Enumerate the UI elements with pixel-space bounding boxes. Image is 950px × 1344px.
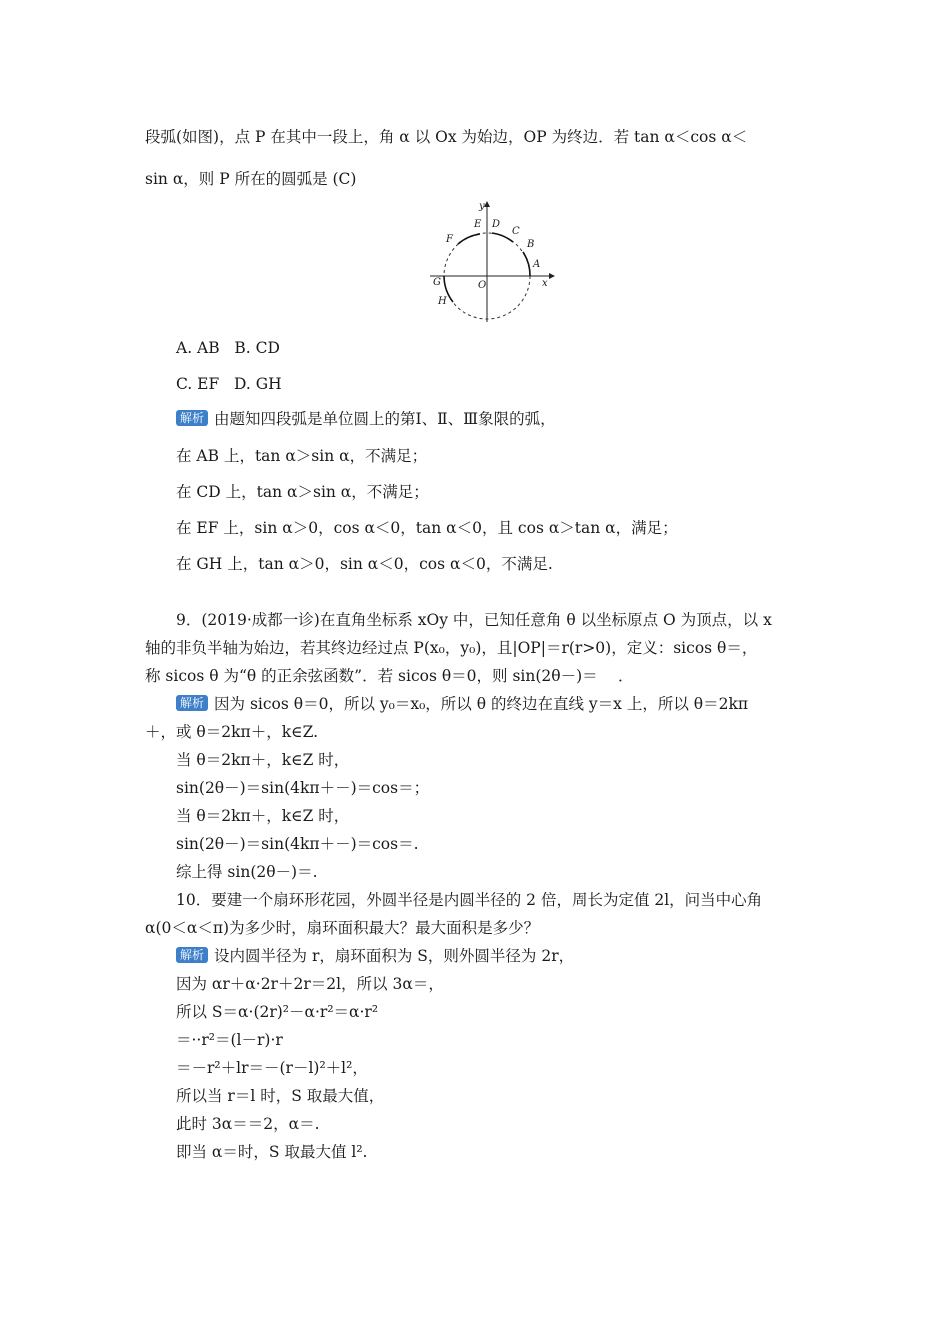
q10-solution-line-3: 所以 S＝α·(2r)²－α·r²＝α·r² <box>176 1003 379 1021</box>
q10-solution-line-5: ＝－r²＋lr＝－(r－l)²＋l²， <box>176 1059 368 1077</box>
q10-solution-line-1: 解析 设内圆半径为 r，扇环面积为 S，则外圆半径为 2r， <box>176 946 574 966</box>
q10-solution-line-6: 所以当 r＝l 时，S 取最大值， <box>176 1087 385 1105</box>
q8-solution-line-1: 解析 由题知四段弧是单位圆上的第Ⅰ、Ⅱ、Ⅲ象限的弧， <box>176 409 556 429</box>
q8-solution-line-5: 在 GH 上，tan α＞0，sin α＜0，cos α＜0，不满足. <box>176 555 553 573</box>
label-H: H <box>438 296 447 307</box>
label-E: E <box>474 219 482 230</box>
analysis-badge: 解析 <box>176 695 208 711</box>
label-D: D <box>492 219 501 230</box>
q9-solution-line-3: 当 θ＝2kπ＋，k∈Z 时， <box>176 751 350 769</box>
q8-line-2: sin α，则 P 所在的圆弧是 (C) <box>145 170 357 188</box>
q9-solution-line-2: ＋，或 θ＝2kπ＋，k∈Z. <box>145 723 318 741</box>
q8-solution-line-4: 在 EF 上，sin α＞0，cos α＜0，tan α＜0，且 cos α＞tan α，满足； <box>176 519 678 537</box>
q10-solution-line-2: 因为 αr＋α·2r＋2r＝2l，所以 3α＝， <box>176 975 444 993</box>
q9-solution-line-5: 当 θ＝2kπ＋，k∈Z 时， <box>176 807 350 825</box>
arc-EF <box>458 234 480 244</box>
q8-options-ab-cd: A. AB B. CD <box>176 339 280 357</box>
q10-solution-line-8: 即当 α＝时，S 取最大值 l². <box>176 1143 368 1161</box>
q9-line-3: 称 sicos θ 为“θ 的正余弦函数”．若 sicos θ＝0，则 sin(2θ－)＝ ． <box>145 667 634 685</box>
label-O: O <box>478 280 487 291</box>
q8-solution-line-2: 在 AB 上，tan α＞sin α，不满足； <box>176 447 428 465</box>
label-y: y <box>479 201 485 212</box>
label-G: G <box>433 277 441 288</box>
q9-solution-line-4: sin(2θ－)＝sin(4kπ＋－)＝cos＝； <box>176 779 430 797</box>
q9-line-2: 轴的非负半轴为始边，若其终边经过点 P(x₀，y₀)，且|OP|＝r(r>0)，定义：sicos θ＝， <box>145 639 758 657</box>
q8-options-ef-gh: C. EF D. GH <box>176 375 282 393</box>
q8-line-1: 段弧(如图)，点 P 在其中一段上，角 α 以 Ox 为始边，OP 为终边．若 tan α＜cos α＜ <box>145 128 748 146</box>
q8-solution-line-3: 在 CD 上，tan α＞sin α，不满足； <box>176 483 429 501</box>
unit-circle-figure <box>425 195 555 325</box>
q9-solution-line-1: 解析 因为 sicos θ＝0，所以 y₀＝x₀，所以 θ 的终边在直线 y＝x 上，所以 θ＝2kπ <box>176 694 748 714</box>
q10-solution-line-4: ＝··r²＝(l－r)·r <box>176 1031 283 1049</box>
analysis-badge: 解析 <box>176 410 208 426</box>
q9-line-1: 9．(2019·成都一诊)在直角坐标系 xOy 中，已知任意角 θ 以坐标原点 O 为顶点，以 x <box>176 611 772 629</box>
q10-line-2: α(0＜α＜π)为多少时，扇环面积最大？最大面积是多少？ <box>145 919 540 937</box>
analysis-badge: 解析 <box>176 947 208 963</box>
arc-AB <box>523 252 530 276</box>
label-F: F <box>446 234 453 245</box>
label-B: B <box>527 239 535 250</box>
label-A: A <box>533 259 541 270</box>
arc-CD <box>492 233 513 242</box>
q10-line-1: 10．要建一个扇环形花园，外圆半径是内圆半径的 2 倍，周长为定值 2l，问当中心角 <box>176 891 763 909</box>
label-x: x <box>542 278 548 289</box>
q10-solution-line-7: 此时 3α＝＝2，α＝. <box>176 1115 320 1133</box>
label-C: C <box>512 226 520 237</box>
q9-solution-line-6: sin(2θ－)＝sin(4kπ＋－)＝cos＝. <box>176 835 419 853</box>
q9-solution-line-7: 综上得 sin(2θ－)＝. <box>176 863 318 881</box>
